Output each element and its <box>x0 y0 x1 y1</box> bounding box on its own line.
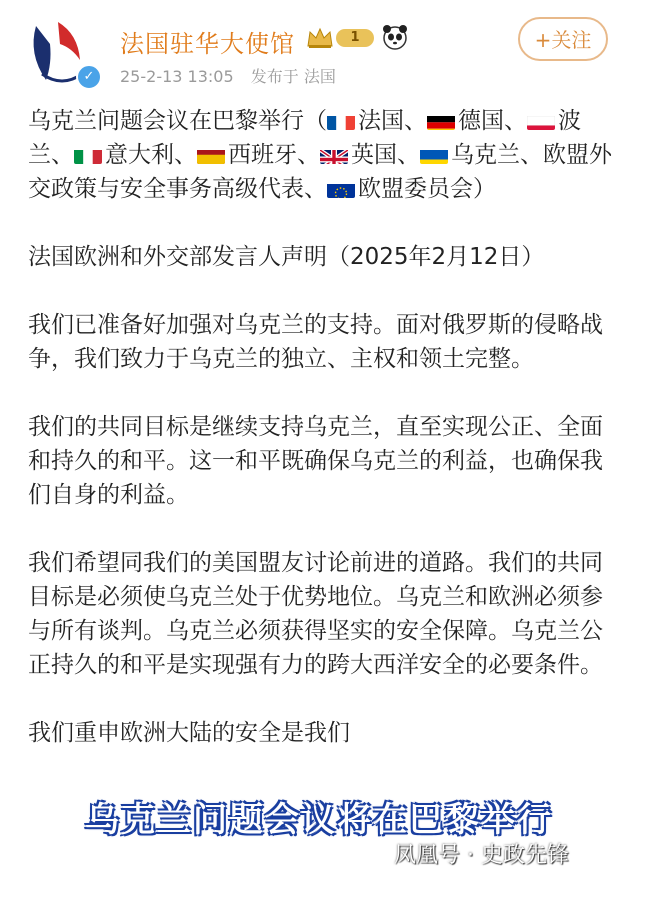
follow-button[interactable]: +关注 <box>518 17 608 61</box>
post-text: 乌克兰、欧盟外交政策与安全事务高级代表、 <box>28 142 612 202</box>
post-paragraph-2: 法国欧洲和外交部发言人声明（2025年2月12日） <box>28 244 545 270</box>
post-text: 欧盟委员会） <box>358 176 496 202</box>
germany-flag-icon <box>427 111 455 130</box>
france-flag-icon <box>327 111 355 130</box>
verified-icon: ✓ <box>76 64 102 90</box>
video-caption-overlay: 乌克兰问题会议将在巴黎举行 <box>85 800 553 840</box>
post-body <box>28 104 618 784</box>
post-source: 发布于 法国 <box>250 67 336 86</box>
source-watermark: 凤凰号 · 史政先锋 <box>394 843 569 868</box>
post-text: 乌克兰问题会议在巴黎举行（ <box>28 108 327 134</box>
post-paragraph-5: 我们希望同我们的美国盟友讨论前进的道路。我们的共同目标是必须使乌克兰处于优势地位。乌克兰和欧洲必须参与所有谈判。乌克兰必须获得坚实的安全保障。乌克兰公正持久的和平是实现强有力的跨大西洋安全的必要条件。 <box>28 550 603 678</box>
bottom-fade <box>0 880 650 900</box>
panda-badge-icon <box>380 22 410 52</box>
italy-flag-icon <box>74 145 102 164</box>
post-paragraph-3: 我们已准备好加强对乌克兰的支持。面对俄罗斯的侵略战争，我们致力于乌克兰的独立、主权和领土完整。 <box>28 312 603 372</box>
post-time: 25-2-13 13:05 <box>120 67 234 86</box>
post-text: 意大利、 <box>105 142 197 168</box>
post-header <box>0 0 650 100</box>
uk-flag-icon <box>320 145 348 164</box>
post-text: 英国、 <box>351 142 420 168</box>
post-text: 德国、 <box>458 108 527 134</box>
poland-flag-icon <box>527 111 555 130</box>
post-text: 法国、 <box>358 108 427 134</box>
ukraine-flag-icon <box>420 145 448 164</box>
post-paragraph-6: 我们重申欧洲大陆的安全是我们 <box>28 720 350 746</box>
account-name[interactable]: 法国驻华大使馆 <box>120 30 295 58</box>
post-meta <box>120 64 348 87</box>
post-paragraph-1 <box>28 104 618 206</box>
spain-flag-icon <box>197 145 225 164</box>
post-paragraph-4: 我们的共同目标是继续支持乌克兰，直至实现公正、全面和持久的和平。这一和平既确保乌克兰的利益，也确保我们自身的利益。 <box>28 414 603 508</box>
post-text: 波兰、 <box>28 108 581 168</box>
eu-flag-icon <box>327 179 355 198</box>
crown-badge-icon <box>306 26 334 50</box>
post-text: 西班牙、 <box>228 142 320 168</box>
level-badge: 1 <box>336 29 374 47</box>
